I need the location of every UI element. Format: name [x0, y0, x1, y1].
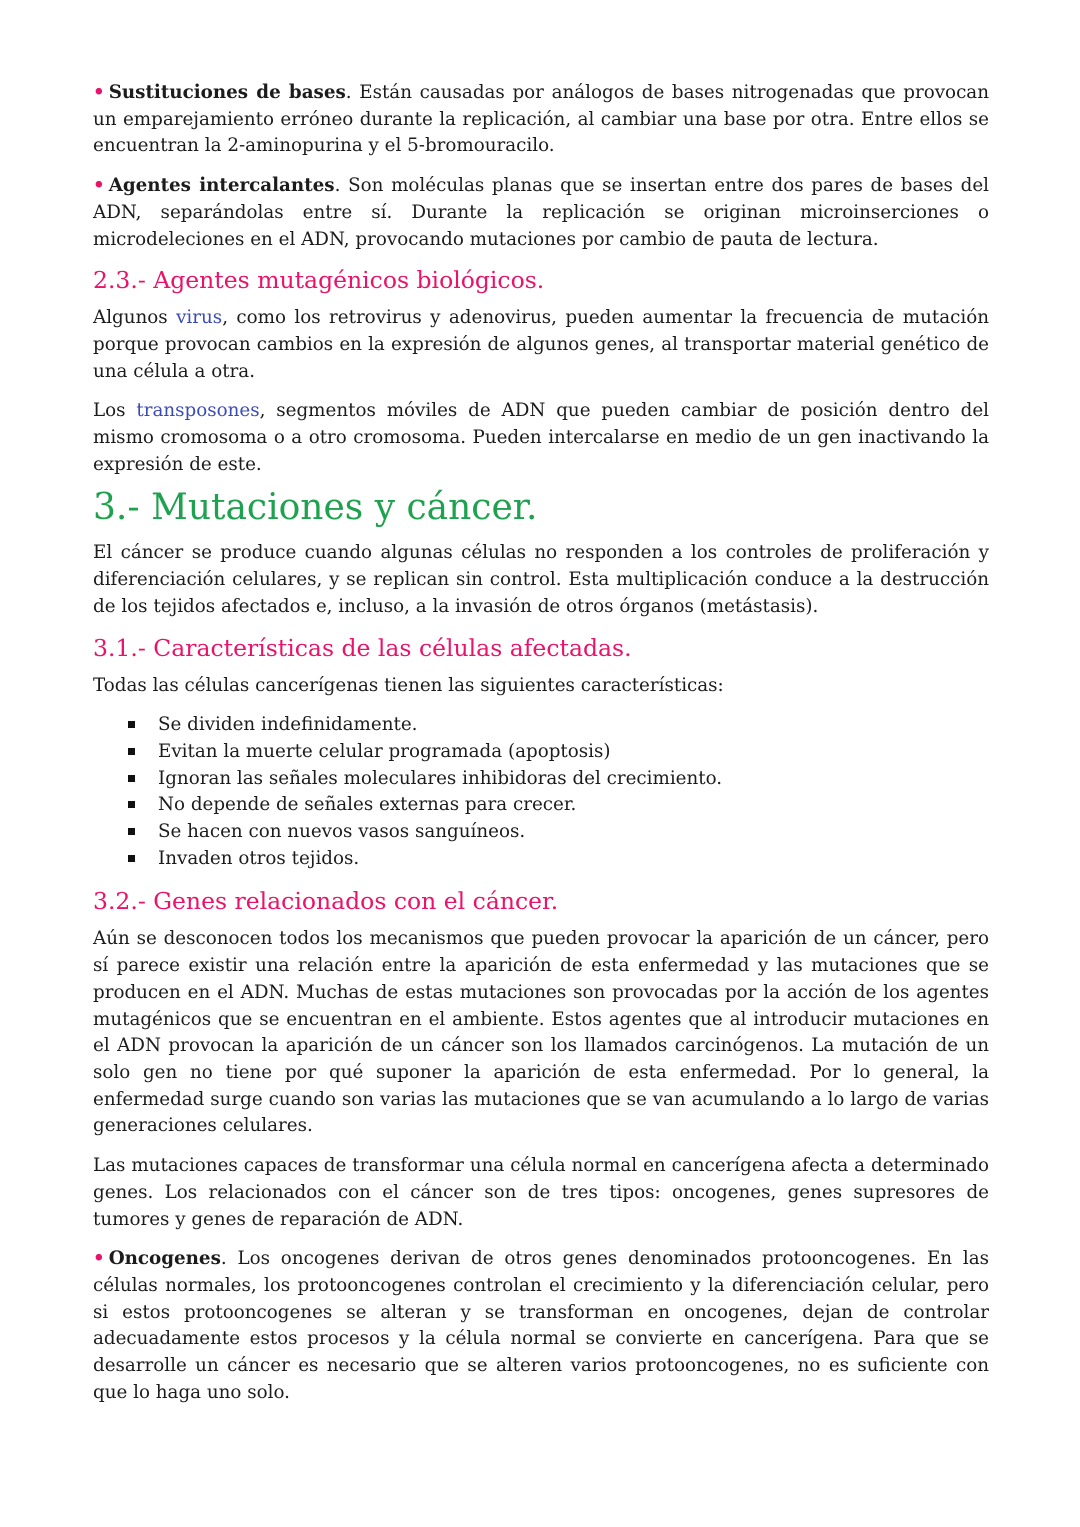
document-page — [93, 80, 989, 1406]
heading-3-2: 3.2.- Genes relacionados con el cáncer. — [93, 887, 559, 916]
paragraph-sustituciones — [93, 80, 989, 160]
virus-pre: Algunos — [93, 307, 177, 329]
list-item — [125, 766, 989, 793]
link-virus[interactable]: virus — [176, 307, 223, 329]
list-item — [125, 739, 989, 766]
list-item — [125, 712, 989, 739]
text-intercalantes: . Son moléculas planas que se insertan entre dos pares de bases del ADN, separándolas entre sí. Durante la replicación se originan microinserciones o microdeleciones en el ADN, provocando mutaciones por cambio de pauta de lectura. — [93, 175, 989, 250]
list-item — [125, 846, 989, 873]
list-item-text: Evitan la muerte celular programada (apoptosis) — [158, 740, 611, 762]
list-item-text: Ignoran las señales moleculares inhibidoras del crecimiento. — [158, 767, 723, 789]
bullet-dot-icon: • — [93, 82, 105, 103]
square-bullet-icon — [128, 855, 135, 862]
paragraph-intercalantes — [93, 173, 989, 253]
square-bullet-icon — [128, 721, 135, 728]
paragraph-genes-1: Aún se desconocen todos los mecanismos que pueden provocar la aparición de un cáncer, pero sí parece existir una relación entre la aparición de esta enfermedad y las mutaciones que se producen en el ADN. Muchas de estas mutaciones son provocadas por la acción de los agentes mutagénicos que se encuentran en el ambiente. Estos agentes que al introducir mutaciones en el ADN provocan la aparición de un cáncer son los llamados carcinógenos. La mutación de un solo gen no tiene por qué suponer la aparición de esta enfermedad. Por lo general, la enfermedad surge cuando son varias las mutaciones que se van acumulando a lo largo de varias generaciones celulares. — [93, 928, 989, 1137]
paragraph-oncogenes — [93, 1246, 989, 1406]
bullet-dot-icon: • — [93, 1248, 105, 1270]
heading-2-3: 2.3.- Agentes mutagénicos biológicos. — [93, 266, 545, 295]
square-bullet-icon — [128, 748, 135, 755]
term-intercalantes: Agentes intercalantes — [108, 175, 335, 197]
paragraph-caracteristicas-intro: Todas las células cancerígenas tienen las siguientes características: — [93, 674, 724, 696]
list-item-text: Se dividen indefinidamente. — [158, 714, 418, 736]
list-item — [125, 792, 989, 819]
heading-3-1: 3.1.- Características de las células afectadas. — [93, 633, 632, 662]
characteristics-list — [93, 712, 989, 872]
term-oncogenes: Oncogenes — [108, 1248, 221, 1270]
text-oncogenes: . Los oncogenes derivan de otros genes denominados protooncogenes. En las células normales, los protooncogenes controlan el crecimiento y la diferenciación celular, pero si estos protooncogenes se alteran y se transforman en oncogenes, dejan de controlar adecuadamente estos procesos y la célula normal se convierte en cancerígena. Para que se desarrolle un cáncer es necesario que se alteren varios protooncogenes, no es suficiente con que lo haga uno solo. — [93, 1248, 989, 1403]
paragraph-transposones — [93, 398, 989, 478]
transposones-pre: Los — [93, 400, 137, 422]
bullet-dot-icon: • — [93, 175, 105, 197]
list-item — [125, 819, 989, 846]
transposones-post: , segmentos móviles de ADN que pueden cambiar de posición dentro del mismo cromosoma o a otro cromosoma. Pueden intercalarse en medio de un gen inactivando la expresión de este. — [93, 400, 989, 475]
text-sustituciones: . Están causadas por análogos de bases nitrogenadas que provocan un emparejamiento erróneo durante la replicación, al cambiar una base por otra. Entre ellos se encuentran la 2-aminopurina y el 5-bromouracilo. — [93, 82, 989, 157]
paragraph-virus — [93, 305, 989, 385]
paragraph-genes-2: Las mutaciones capaces de transformar una célula normal en cancerígena afecta a determinado genes. Los relacionados con el cáncer son de tres tipos: oncogenes, genes supresores de tumores y genes de reparación de ADN. — [93, 1155, 989, 1230]
term-sustituciones: Sustituciones de bases — [108, 82, 346, 103]
virus-post: , como los retrovirus y adenovirus, pueden aumentar la frecuencia de mutación porque provocan cambios en la expresión de algunos genes, al transportar material genético de una célula a otra. — [93, 307, 990, 382]
square-bullet-icon — [128, 801, 135, 808]
square-bullet-icon — [128, 775, 135, 782]
square-bullet-icon — [128, 828, 135, 835]
link-transposones[interactable]: transposones — [136, 400, 260, 422]
list-item-text: Invaden otros tejidos. — [158, 847, 360, 869]
list-item-text: No depende de señales externas para crecer. — [158, 794, 577, 816]
paragraph-cancer-intro: El cáncer se produce cuando algunas células no responden a los controles de proliferación y diferenciación celulares, y se replican sin control. Esta multiplicación conduce a la destrucción de los tejidos afectados e, incluso, a la invasión de otros órganos (metástasis). — [93, 542, 989, 617]
list-item-text: Se hacen con nuevos vasos sanguíneos. — [158, 821, 526, 843]
heading-3: 3.- Mutaciones y cáncer. — [93, 487, 538, 529]
